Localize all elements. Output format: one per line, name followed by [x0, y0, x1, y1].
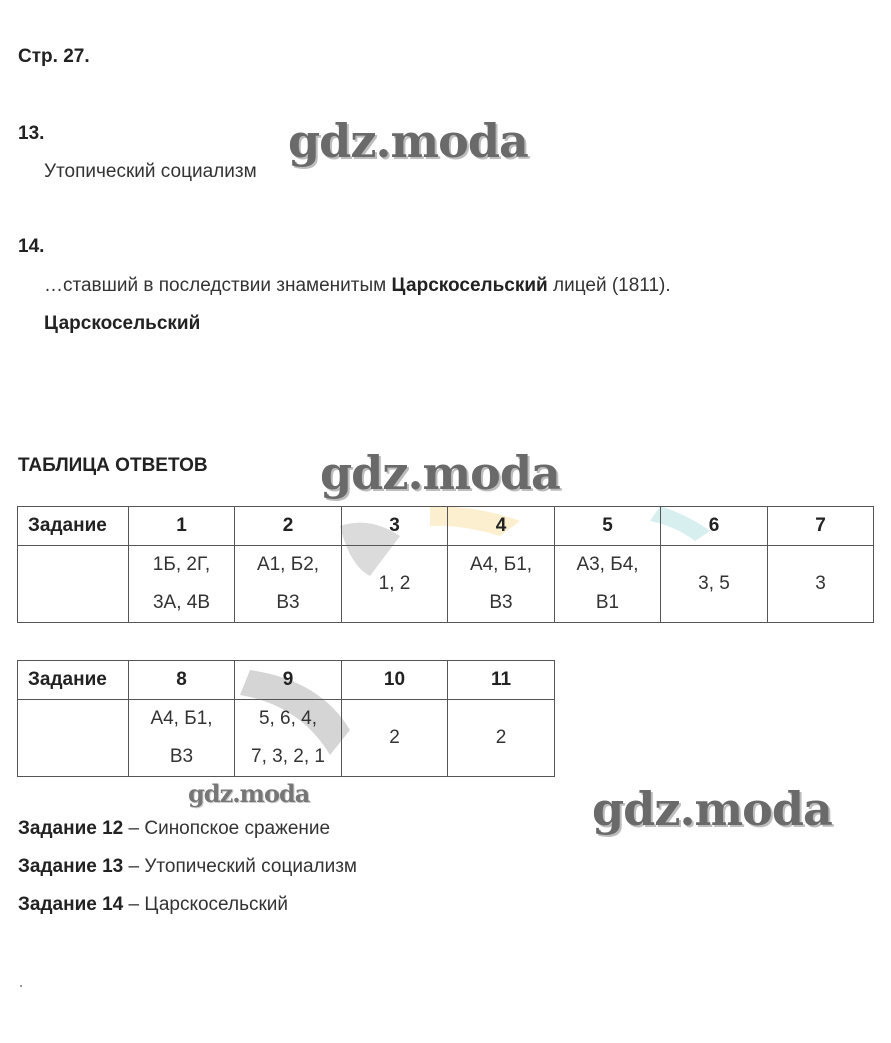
answers-table-2	[17, 660, 555, 777]
answer-line: 5, 6, 4,	[258, 708, 318, 729]
task-cell: 7	[768, 507, 874, 546]
answer-cell	[448, 700, 555, 777]
table-row	[18, 546, 874, 623]
answer-line: 7, 3, 2, 1	[251, 746, 325, 767]
answer-cell	[342, 546, 448, 623]
table-row	[18, 700, 555, 777]
task-cell: 2	[235, 507, 342, 546]
task-cell: 3	[342, 507, 448, 546]
watermark: gdz.moda	[320, 446, 560, 500]
answer-cell	[235, 700, 342, 777]
table-row	[18, 507, 874, 546]
answer-line: 2	[389, 727, 400, 748]
question-14-text-before: …ставший в последствии знаменитым	[44, 275, 392, 296]
answer-cell	[448, 546, 555, 623]
answer-line: 1, 2	[378, 573, 411, 594]
row-header-empty	[18, 546, 129, 623]
page-label: Стр. 27.	[18, 46, 90, 67]
answer-cell	[129, 546, 235, 623]
answer-line: В3	[489, 592, 513, 613]
task-cell: 8	[129, 661, 235, 700]
watermark: gdz.moda	[288, 114, 528, 168]
answer-cell	[342, 700, 448, 777]
task-cell: 9	[235, 661, 342, 700]
question-14-text	[44, 275, 671, 297]
row-header-task: Задание	[18, 507, 129, 546]
answer-line: А1, Б2,	[256, 554, 320, 575]
answer-line: А3, Б4,	[576, 554, 639, 575]
summary-line-13	[18, 856, 357, 878]
answers-table-title: ТАБЛИЦА ОТВЕТОВ	[18, 455, 208, 476]
question-14-number: 14.	[18, 236, 45, 257]
answer-line: В3	[169, 746, 194, 767]
answer-line: А4, Б1,	[150, 708, 213, 729]
answer-line: 3А, 4В	[152, 592, 211, 613]
answer-cell	[555, 546, 661, 623]
summary-line-12	[18, 818, 330, 840]
answers-table-1	[17, 506, 874, 623]
question-14-answer: Царскосельский	[44, 313, 201, 334]
summary-text: – Царскосельский	[123, 894, 289, 915]
task-cell: 1	[129, 507, 235, 546]
answer-cell	[661, 546, 768, 623]
row-header-task: Задание	[18, 661, 129, 700]
table-row	[18, 661, 555, 700]
answer-cell	[235, 546, 342, 623]
row-header-empty	[18, 700, 129, 777]
task-cell: 6	[661, 507, 768, 546]
task-cell: 10	[342, 661, 448, 700]
answer-line: А4, Б1,	[469, 554, 533, 575]
summary-text: – Утопический социализм	[123, 856, 357, 877]
question-14-text-bold: Царскосельский	[391, 275, 548, 296]
answer-line: 3	[815, 573, 826, 594]
watermark: gdz.moda	[188, 779, 310, 808]
question-13-number: 13.	[18, 123, 45, 144]
question-14-text-after: лицей (1811).	[547, 275, 671, 296]
answer-line: В1	[595, 592, 620, 613]
answer-line: 3, 5	[698, 573, 730, 594]
summary-text: – Синопское сражение	[123, 818, 331, 839]
decorative-dot	[20, 985, 22, 987]
watermark: gdz.moda	[592, 782, 832, 836]
answer-line: 1Б, 2Г,	[152, 554, 211, 575]
answer-line: 2	[495, 727, 507, 748]
task-cell: 5	[555, 507, 661, 546]
task-cell: 4	[448, 507, 555, 546]
summary-label: Задание 13	[18, 856, 124, 877]
answer-line: В3	[276, 592, 300, 613]
answer-cell	[768, 546, 874, 623]
task-cell: 11	[448, 661, 555, 700]
answer-cell	[129, 700, 235, 777]
summary-label: Задание 14	[18, 894, 124, 915]
question-13-answer: Утопический социализм	[44, 161, 257, 182]
summary-label: Задание 12	[18, 818, 124, 839]
summary-line-14	[18, 894, 288, 916]
